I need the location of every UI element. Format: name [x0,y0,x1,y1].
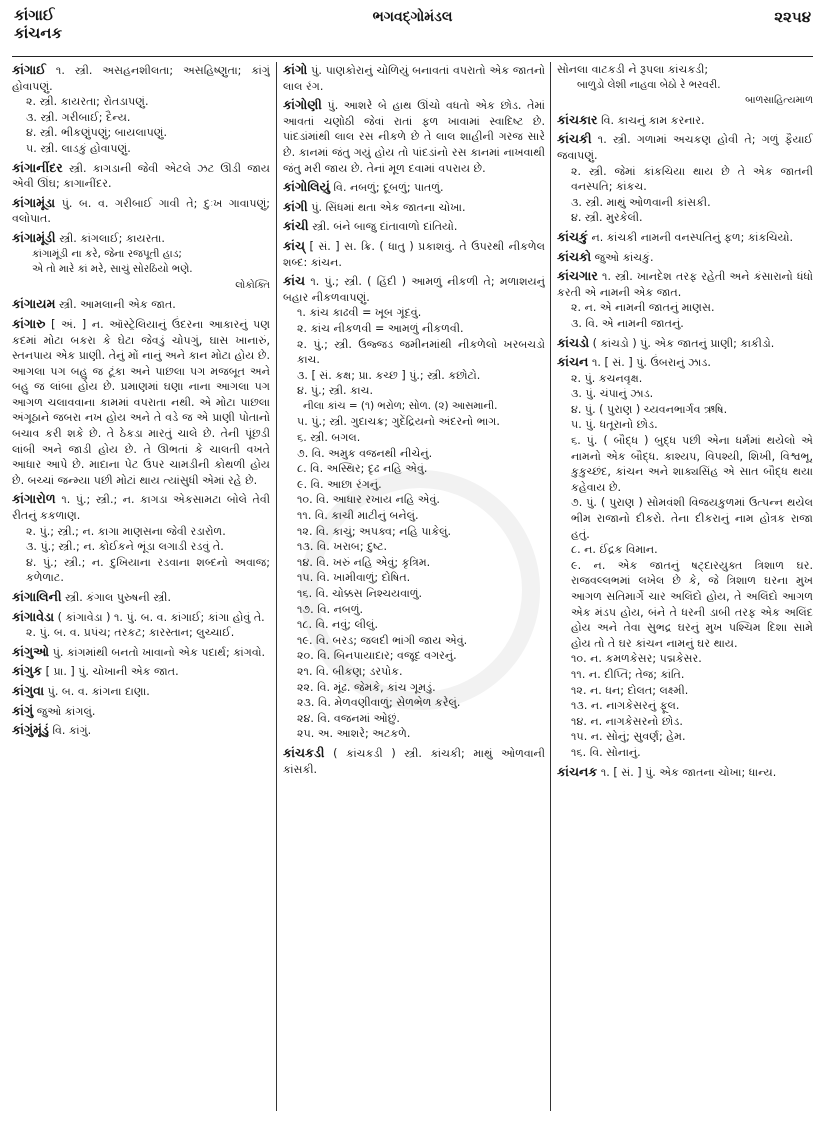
dictionary-column-2 [283,62,545,1113]
entry-text: એ તો મારે કાં મરે, સાચું સોરઠિયો ભણે. [32,263,193,276]
entry-text: ૪. પું. ( પુરાણ ) ચ્યવનભાર્ગવ ઋષિ. [571,402,728,416]
entry-sense [283,680,545,696]
entry-text: [ પ્રા. ] પું. ચોખાની એક જાત. [45,665,179,679]
entry-text: પું. આશરે બે હાથ ઊંચો વધતો એક છોડ. તેમાં આવતાં ચણોઠી જેવાં રાતાં ફળ ખાવામાં સ્વાદિષ્ટ છે. પાંદડાંમાંથી લાલ રસ નીકળે છે તે લાલ શાહીની ગરજ સારે છે. કાનમાં જંતુ ગયું હોય તો પાંદડાંનો રસ કાનમાં નાખવાથી જંતુ મરી જાય છે. તેનાં મૂળ દવામાં વપરાય છે. [283,99,545,175]
entry-text: વિ. કાચનું કામ કરનાર. [601,113,705,127]
entry-text: ૨૪. વિ. વજનમાં ઓછું. [297,711,400,725]
entry-headword: કાંગાયમ [12,296,56,312]
dictionary-entry [283,179,545,196]
entry-sense [12,539,270,555]
entry-sense [12,125,270,141]
entry-text: ૧૮. વિ. નવું; લીલું. [297,618,378,632]
entry-headword: કાંગુક [12,663,43,679]
entry-text: ૮. વિ. અસ્થિર; દૃઢ નહિ એવું. [297,462,428,476]
entry-text: ૧. સ્ત્રી. અસહનશીલતા; અસહિષ્ણુતા; કાંગું હોવાપણું. [12,64,270,93]
entry-sense [557,371,813,387]
dictionary-entry [12,195,270,227]
entry-definition [557,112,813,129]
dictionary-entry [12,703,270,720]
entry-headword: કાંચકી [557,131,592,147]
entry-text: ૧૫. ન. સોનું; સુવર્ણ; હેમ. [571,730,686,744]
entry-definition [557,229,813,246]
entry-sense [557,78,813,94]
entry-text: ૨. ન. એ નામની જાતનું માણસ. [571,301,715,315]
entry-text: પું. બ. વ. ગરીબાઈ ગાવી તે; દુઃખ ગાવાપણું; વલોપાત. [12,196,270,226]
entry-headword: કાંગારોળ [12,491,56,507]
entry-sense [283,524,545,540]
entry-text: ૫. પું. ધતૂરાનો છોડ. [571,418,658,432]
entry-headword: કાંગોલિયું [283,179,330,195]
entry-text: ૧. પું.; સ્ત્રી. ( હિંદી ) આમળું નીકળી તે; મળાશયનું બહાર નીકળવાપણું. [283,275,545,304]
dictionary-entry [12,609,270,641]
entry-text: વિ. નબળું; દૂબળું; પાતળું. [333,181,444,195]
entry-text: ૧૭. વિ. નબળું. [297,602,364,616]
entry-text: ૨. પું.; સ્ત્રી.; ન. કાગા માણસના જેવી રડારોળ. [26,524,226,538]
entry-text: ૩. વિ. એ નામની જાતનું. [571,316,684,330]
entry-text: નીલા કાંચ = (૧) ભરોળ; સોળ. (૨) આસમાની. [303,399,498,412]
column-divider [276,62,277,1111]
entry-sense [283,570,545,586]
entry-definition [12,160,270,192]
entry-text: ૩. સ્ત્રી. ગરીબાઈ; દૈન્ય. [26,110,131,124]
entry-text: ( કાંચકડી ) સ્ત્રી. કાંચકી; માથું ઓળવાની કાંસકી. [283,746,545,776]
entry-text: જુઓ કાંચકું. [594,250,654,264]
entry-sense [557,386,813,402]
entry-sense [283,664,545,680]
dictionary-entry [557,335,813,352]
entry-text: [ સં. ] સ. ક્રિ. ( ધાતુ ) પ્રકાશવું. તે ઉપરથી નીકળેલ શબ્દ: કાંચન. [283,239,545,269]
entry-definition [283,218,545,235]
running-title: ભગવદ્ગોમંડલ [372,9,453,25]
entry-text: ૧૩. વિ. ખરાબ; દુષ્ટ. [297,540,388,554]
guide-word-first: કાંગાઈ [14,6,55,24]
entry-definition [12,491,270,523]
page-number: ૨૨૫૪ [774,8,811,26]
entry-text: ૯. ન. એક જાતનું ષટ્દારયુક્ત ત્રિશાળ ઘર. રાજવલ્લભમાં લખેલ છે કે, જે ત્રિશાળ ઘરના મુખ આગળ સતિમાર્ગે ચાર અલિંદો હોય, તે અલિંદો આગળ એક મંડપ હોય, બંને તે ધરની ડાબી તરફ એક અલિંદ હોય અને તેવા સુભદ્ર ઘરનું મુખ પશ્ચિમ દિશા સામે હોય તો તે ઘર કાંચન નામનું ઘર થાય. [571,558,813,650]
entry-sense [12,247,270,263]
entry-headword: કાંગું [12,702,34,718]
entry-definition [283,745,545,777]
dictionary-entry [12,491,270,586]
dictionary-entry [283,62,545,94]
entry-sense [557,433,813,495]
entry-definition [12,644,270,661]
dictionary-entry [557,249,813,266]
entry-sense [12,625,270,641]
entry-headword: કાંચનક [557,763,598,779]
entry-sense [283,446,545,462]
dictionary-entry [283,745,545,777]
entry-text: ૮. ન. ઈંદ્રક વિમાન. [571,543,658,557]
entry-text: ૧૬. વિ. ચોક્કસ નિશ્ચયવાળું. [297,587,423,600]
entry-text: ૨૦. વિ. બિનપાયાદાર; વજૂદ વગરનું. [297,649,457,663]
entry-text: વિ. કાંગું. [52,724,92,738]
dictionary-entry [557,268,813,331]
dictionary-entry [557,131,813,226]
entry-text: ( કાંચડો ) પું. એક જાતનું પ્રાણી; કાકીડો. [592,336,775,350]
entry-text: ૨૧. વિ. બીકણ; ડરપોક. [297,664,403,678]
entry-headword: કાંચકાર [557,111,598,127]
entry-sense [12,278,270,294]
entry-text: ૧૧. ન. દીપ્તિ; તેજ; કાંતિ. [571,667,685,681]
entry-text: ૨૨. વિ. મૂંઢ. જેમકે, કાંચ ગૂમડું. [297,680,436,694]
entry-text: પું. પાણકોરાનું ચોળિયું બનાવતાં વપરાતો એક જાતનો લાલ રંગ. [283,64,545,93]
entry-sense [12,524,270,540]
entry-headword: કાંચન [557,354,589,370]
dictionary-entry [557,354,813,760]
entry-sense [283,461,545,477]
entry-sense [557,651,813,667]
entry-sense [12,110,270,126]
dictionary-entry [557,112,813,129]
entry-headword: કાંચ્ [283,237,306,253]
entry-text: ૩. સ્ત્રી. માથું ઓળવાની કાંસકી. [571,195,711,209]
entry-definition [557,764,813,781]
entry-sense [283,555,545,571]
dictionary-entry [283,199,545,216]
entry-headword: કાંચ [283,273,306,289]
entry-sense [283,305,545,321]
entry-text: ૧. [ સં. ] પું. ઉંબરાનું ઝાડ. [591,356,711,370]
column-divider [550,62,551,1111]
entry-sense [557,495,813,542]
entry-sense [557,300,813,316]
entry-definition [12,316,270,489]
dictionary-entry [12,683,270,700]
dictionary-column-3 [557,62,813,1113]
entry-sense [557,93,813,109]
entry-text: ૧૩. ન. નાગકેસરનું ફૂલ. [571,699,680,713]
entry-text: ૧૧. વિ. કાચી માટીનું બનેલું. [297,509,419,523]
entry-text: ૩. પું. ચંપાનું ઝાડ. [571,387,654,401]
entry-text: ૧૫. વિ. ખામીવાળું; દોષિત. [297,571,411,585]
entry-text: ૧૦. ન. કમળકેસર; પદ્મકેસર. [571,652,702,666]
entry-headword: કાંગુઓ [12,643,50,659]
dictionary-entry [12,644,270,661]
entry-text: જુઓ કાંગલું. [36,704,96,718]
entry-text: [ અં. ] ન. ઑસ્ટ્રેલિયાનું ઉંદરના આકારનું પણ કદમાં મોટા બકરા કે ઘેટા જેવડું ચોપગું, ઘાસ ખાનારું, સ્તનપાય એક પ્રાણી. તેનું મોં નાનું અને કાન મોટા હોય છે. આગલા પગ બહુ જ ટૂંકા અને પાછલા પગ મજબૂત અને બહુ જ લાંબા હોય છે. પ્રમાણમાં ઘણા નાના આગલા પગ આગળ ચલાવવાના કામમાં વપરાતા નથી. એ મોટા પાછલા અંગૂઠાને જબરા નખ હોય અને તે વડે જ એ પ્રાણી પોતાનો બચાવ કરી શકે છે. તે ઠેકડા મારતું ચાલે છે. તેની પૂંછડી લાંબી અને જાડી હોય છે. તે ઊભતાં કે ચાલતી વખતે આધાર આપે છે. માદાના પેટ ઉપર ચામડીની કોથળી હોય છે. બચ્ચાં જન્મ્યા પછી મોટાં થાય ત્યાંસુધી એમાં રહે છે. [12,317,270,487]
entry-headword: કાંગારુ [12,315,46,331]
entry-text: ૧૨. વિ. કાચું; અપક્વ; નહિ પાકેલું. [297,524,452,538]
header-rule [12,56,813,57]
entry-text: ૧. કાંચ કાઢવી = ખૂબ ગૂંદવું. [297,306,422,320]
dictionary-column-1 [12,62,270,1113]
entry-text: ૨. સ્ત્રી. જેમાં કાંકચિયા થાય છે તે એક જાતની વનસ્પતિ; કાંકચ. [571,164,813,194]
entry-text: ૭. પું. ( પુરાણ ) સોમવંશી વિજયકુળમાં ઉત્પન્ન થયેલ ભીમ રાજાનો દીકરો. તેના દીકરાનું નામ હોત્રક રાજા હતું. [571,496,813,541]
dictionary-entry [12,160,270,192]
entry-sense [283,430,545,446]
entry-text: ૨૫. અ. આશરે; અટકળે. [297,727,411,741]
entry-sense [557,683,813,699]
guide-word-last: કાંચનક [14,24,63,42]
entry-sense [283,492,545,508]
entry-sense [283,586,545,602]
entry-text: સ્ત્રી. કંગાલ પુરુષની સ્ત્રી. [65,591,171,604]
entry-text: ૧. સ્ત્રી. ગળામાં અચકણ હોવી તે; ગળું ફૈયાઈ જવાપણું. [557,133,813,162]
entry-text: ૪. પું.; સ્ત્રી. કાચ. [297,384,374,398]
entry-definition [557,268,813,300]
entry-definition [283,199,545,216]
page-header [0,0,825,52]
entry-sense [283,617,545,633]
dictionary-entry [12,230,270,293]
entry-definition [12,703,270,720]
dictionary-entry [12,589,270,606]
entry-sense [557,698,813,714]
entry-definition [12,609,270,626]
dictionary-entry [557,764,813,781]
entry-text: ૧૦. વિ. આધાર રખાય નહિ એવું. [297,493,440,507]
entry-headword: કાંગી [283,198,308,214]
entry-text: પું. બ. વ. કાંગના દાણા. [47,684,150,698]
entry-definition [283,97,545,176]
entry-definition [12,195,270,227]
entry-text: ૧૪. ન. નાગકેસરનો છોડ. [571,714,683,728]
entry-headword: કાંચકો [557,248,592,264]
entry-sense [12,141,270,157]
entry-text: લોકોક્તિ [235,279,270,291]
entry-headword: કાંગો [283,62,308,77]
entry-definition [283,273,545,305]
entry-text: ૨. પું.; સ્ત્રી. ઉજ્જડ જમીનમાંથી નીકળેલો ખરબચડો કાચ. [297,337,545,367]
entry-definition [283,62,545,94]
dictionary-entry [283,273,545,742]
entry-headword: કાંગાવેડા [12,608,55,624]
entry-sense [12,262,270,278]
entry-sense [557,558,813,652]
entry-text: ( કાંગાવેડા ) ૧. પું. બ. વ. કાંગાઈ; કાંગા હોવું તે. [57,610,265,624]
entry-text: ૫. પું.; સ્ત્રી. ગુદાચક્ર; ગુદેંદ્રિયનો અંદરનો ભાગ. [297,415,500,429]
entry-sense [283,602,545,618]
entry-text: ૪. સ્ત્રી. ભીકણુંપણું; બાયલાપણું. [26,126,167,140]
entry-text: ૩. પું.; સ્ત્રી.; ન. કોઈકને ભૂંડા લગાડી રડવું તે. [26,540,224,554]
entry-sense [557,210,813,226]
entry-text: સ્ત્રી. કાગડાની જેવી એટલે ઝટ ઊડી જાય એવી ઊંઘ; કાગાનીંદર. [12,161,270,191]
entry-text: ૧૪. વિ. ખરું નહિ એવું; કૃત્રિમ. [297,555,431,569]
entry-sense [283,633,545,649]
entry-headword: કાંગામૂંડી [12,229,56,245]
entry-sense [12,94,270,110]
entry-text: બાળસાહિત્યમાળ [745,95,813,107]
entry-headword: કાંગાઈ [12,62,46,77]
entry-headword: કાંચગાર [557,268,598,284]
entry-text: સ્ત્રી. બંને બાજુ દાંતાવાળો દાંતિયો. [312,220,458,234]
entry-definition [283,179,545,196]
entry-sense [283,368,545,384]
entry-definition [12,230,270,247]
entry-headword: કાંચી [283,218,309,234]
entry-sense [12,555,270,586]
entry-headword: કાંગાનીંદર [12,159,63,175]
entry-definition [557,249,813,266]
entry-headword: કાંગુંમૂંડું [12,722,49,738]
entry-text: પું. સિંધમાં થતા એક જાતના ચોખા. [311,200,466,214]
entry-text: સ્ત્રી. આમલાની એક જાત. [59,298,176,312]
entry-headword: કાંચકું [557,228,588,244]
entry-text: પું. કાંગમાંથી બનતો ખાવાનો એક પદાર્થ; કાંગવો. [52,645,266,659]
entry-definition [283,238,545,270]
entry-headword: કાંચડો [557,334,590,350]
dictionary-entry [12,663,270,680]
entry-text: ૨. પું. કચનવૃક્ષ. [571,371,643,385]
dictionary-entry [12,62,270,157]
entry-sense [557,417,813,433]
entry-text: ૧. પું.; સ્ત્રી.; ન. કાગડા એકસામટા બોલે તેવી રીતનું કકળાણ. [12,493,270,523]
entry-text: ૨. કાંચ નીકળવી = આમળું નીકળવી. [297,321,464,335]
entry-text: ૫. સ્ત્રી. લાડકું હોવાપણું. [26,141,131,155]
dictionary-entry [557,62,813,109]
entry-sense [557,164,813,195]
entry-sense [283,711,545,727]
entry-definition [12,296,270,313]
entry-text: ૭. વિ. અમુક વજનથી નીચેનું. [297,446,433,460]
entry-sense [283,321,545,337]
entry-text: ૨૩. વિ. મેળવણીવાળું; સેળભેળ કરેલું. [297,696,461,710]
entry-sense [283,414,545,430]
entry-definition [557,354,813,371]
entry-headword: કાંચકડી [283,744,325,760]
entry-headword: કાંગામૂંડા [12,194,56,210]
entry-text: ૧૯. વિ. બરડ; જલદી ભાંગી જાય એવું. [297,633,468,647]
entry-headword: કાંગુવા [12,682,45,698]
entry-sense [283,399,545,415]
entry-headword: કાંગોણી [283,97,322,113]
entry-text: ૧. સ્ત્રી. ખાનદેશ તરફ રહેતી અને કંસારાનો ધંધો કરતી એ નામની એક જાત. [557,270,813,299]
entry-definition [12,722,270,739]
entry-sense [283,477,545,493]
entry-sense [283,726,545,742]
entry-text: ૨. સ્ત્રી. કાયરતા; રોતડાપણું. [26,95,149,109]
entry-sense [557,667,813,683]
entry-definition [557,335,813,352]
entry-definition [12,62,270,94]
entry-sense [283,508,545,524]
entry-sense [283,539,545,555]
entry-text: ૧૨. ન. ધન; દોલત; લક્ષ્મી. [571,683,689,697]
dictionary-entry [557,229,813,246]
entry-sense [283,648,545,664]
dictionary-entry [283,238,545,270]
dictionary-entry [283,97,545,176]
entry-headword: કાંગાલિની [12,589,62,604]
dictionary-entry [12,316,270,489]
entry-text: સોનલા વાટકડી ને રૂપલા કાંચકડી; [557,63,709,76]
entry-text: ૪. સ્ત્રી. મુરકેલી. [571,211,643,225]
entry-text: ૯. વિ. આછા રંગનું. [297,477,382,491]
entry-text: ૨. પું. બ. વ. પ્રપંચ; તરકટ; કારસ્તાન; લુચ્ચાઈ. [26,626,235,640]
entry-text: બાળુડો લેશી નાહવા બેઠો રે ભરવરી. [577,78,721,91]
entry-sense [557,714,813,730]
entry-text: સ્ત્રી. કાંગલાઈ; કાયરતા. [59,231,165,245]
entry-sense [283,383,545,399]
entry-sense [283,695,545,711]
entry-definition [12,589,270,606]
entry-definition [557,62,813,78]
entry-sense [283,337,545,368]
entry-text: ૪. પું.; સ્ત્રી.; ન. દુખિયાના રડવાના શબ્દનો અવાજ; કળેળાટ. [26,555,270,585]
dictionary-entry [283,218,545,235]
entry-sense [557,402,813,418]
entry-text: ૧૬. વિ. સોનાનું. [571,745,641,759]
entry-text: ન. કાંચકી નામની વનસ્પતિનું ફળ; કાંકચિયો. [591,230,794,244]
entry-definition [12,683,270,700]
entry-definition [557,131,813,163]
entry-text: ૩. [ સં. કક્ષ; પ્રા. કચ્છ ] પું.; સ્ત્રી. કછોટો. [297,368,481,382]
entry-text: ૬. પું. ( બૌદ્ધ ) બુદ્ધ પછી એના ધર્મમાં થયેલો એ નામનો એક બૌદ્ધ. કાશ્યપ, વિપશ્યી, શિખી, વિશ્વભૂ, કુકુચ્છંદ, કાંચન અને શાક્યસિંહ એ સાત બૌદ્ધ થયા કહેવાય છે. [571,434,813,494]
entry-text: ૧. [ સં. ] પું. એક જાતના ચોખા; ધાન્ય. [600,765,777,779]
entry-sense [557,195,813,211]
entry-text: ૬. સ્ત્રી. બગલ. [297,431,361,445]
entry-text: કાંગામૂંડી ના કરે, જેના રજપૂતી હાડ; [32,247,182,260]
dictionary-entry [12,722,270,739]
entry-sense [557,542,813,558]
dictionary-entry [12,296,270,313]
entry-sense [557,745,813,761]
entry-sense [557,316,813,332]
entry-definition [12,663,270,680]
entry-sense [557,729,813,745]
